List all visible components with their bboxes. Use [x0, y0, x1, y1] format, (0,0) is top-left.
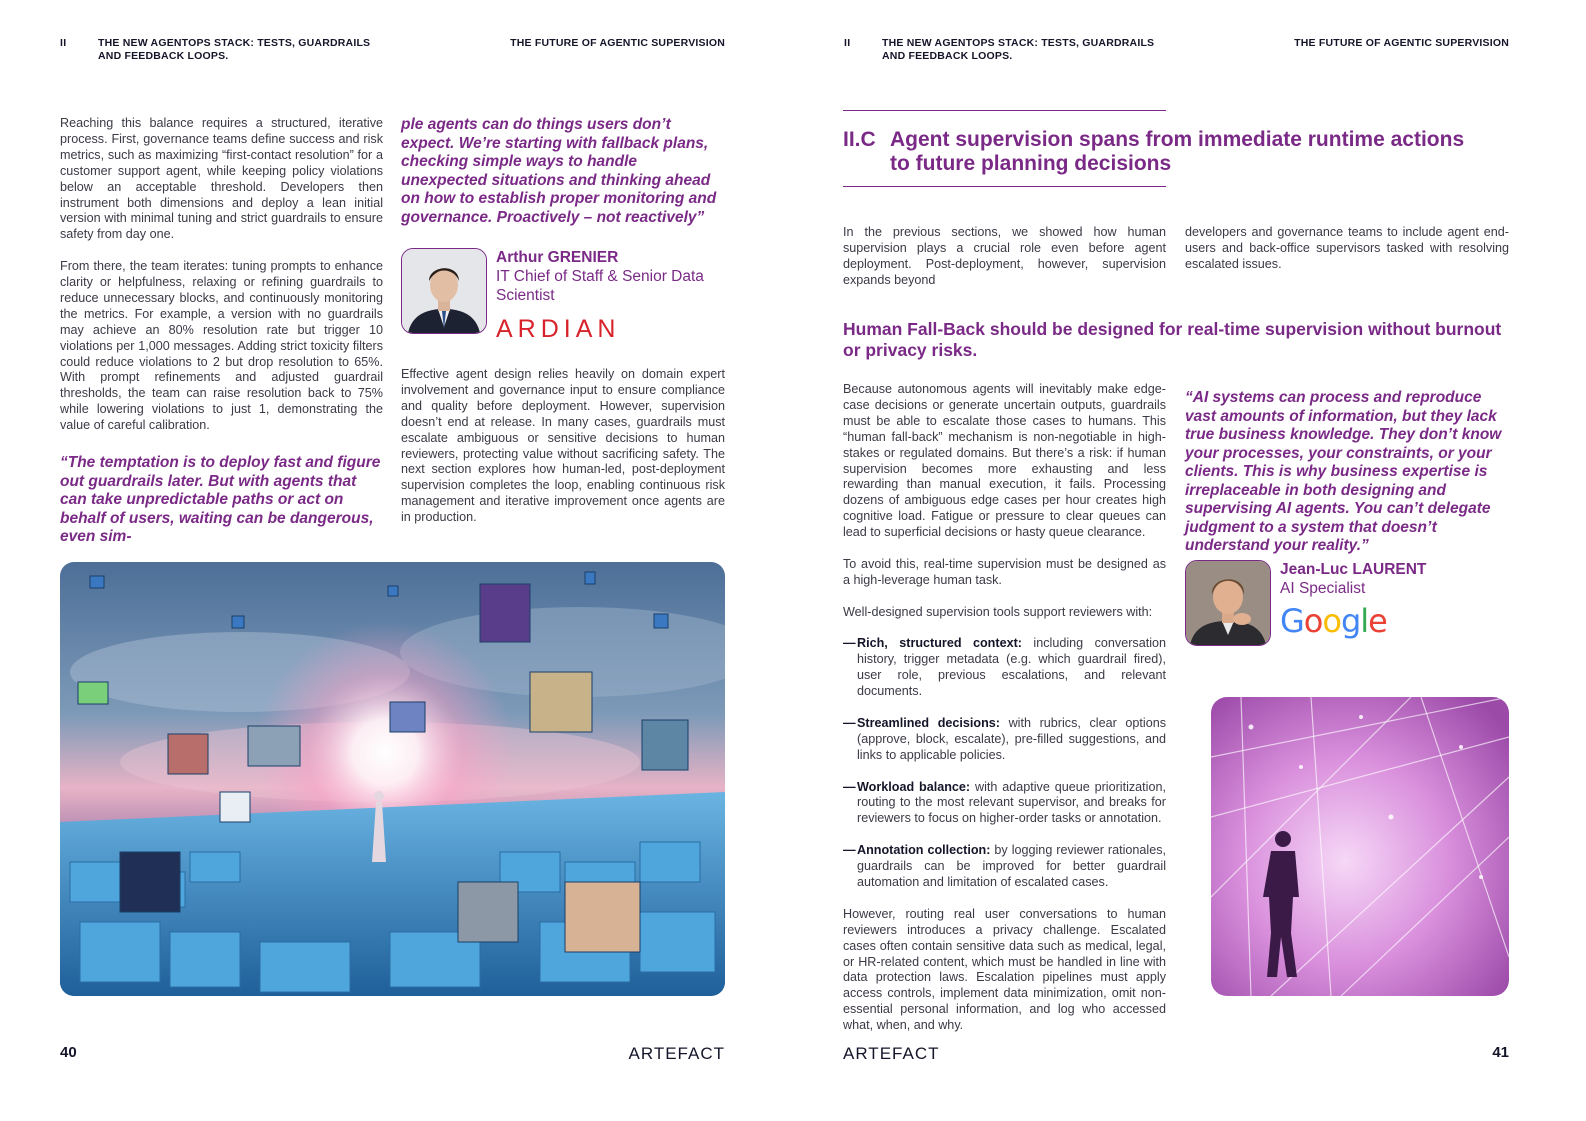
- pull-quote: “AI systems can process and reproduce vast amounts of information, but they lack true business knowledge. They don’t know your processes, your constraints, or your clients. This is why business expertise is irreplaceable in both designing and supervising AI agents. You can’t delegate judgment to a system that doesn’t understand your reality.”: [1185, 389, 1502, 554]
- intro-column-2: developers and governance teams to include agent end-users and back-office supervisors tasked with resolving escalated issues.: [1185, 225, 1509, 271]
- section-rule-bottom: [843, 186, 1166, 187]
- person-card-arthur-grenier: [496, 248, 726, 344]
- feature-text: with rubrics, clear options (approve, block, escalate), pre-filled suggestions, and links to applicable policies.: [857, 715, 1166, 762]
- dash-bullet: —: [843, 843, 856, 858]
- artefact-logo: ARTEFACT: [843, 1044, 940, 1063]
- dash-bullet: —: [843, 779, 856, 794]
- right-page: [793, 0, 1586, 1121]
- google-letter: o: [1303, 602, 1323, 640]
- person-name: Arthur GRENIER: [496, 249, 619, 266]
- section-number: II.C: [843, 128, 876, 151]
- google-letter: g: [1340, 602, 1361, 640]
- google-letter: o: [1322, 602, 1341, 640]
- right-column-1: [843, 382, 1166, 1050]
- pull-quote-part-1: “The temptation is to deploy fast and figure out guardrails later. But with agents that can take unpredictable paths or act on behalf of users, waiting can be dangerous, even sim-: [60, 454, 381, 546]
- portrait-jean-luc-laurent: [1185, 560, 1271, 646]
- paragraph: Well-designed supervision tools support reviewers with:: [843, 604, 1153, 619]
- feature-label: Workload balance:: [857, 779, 971, 794]
- portrait-arthur-grenier: [401, 248, 487, 334]
- google-letter: e: [1368, 602, 1387, 640]
- feature-label: Annotation collection:: [857, 843, 991, 858]
- header-section-number: II: [844, 37, 851, 49]
- page-number: 40: [60, 1044, 77, 1061]
- paragraph: Because autonomous agents will inevitably make edge-case decisions or generate uncertain outputs, guardrails must be able to escalate those cases to humans. This “human fall-back” mechanism is non-negotiable in high-stakes or regulated domains. But there’s a risk: if human supervision becomes more exhausting and less rewarding than manual execution, it fails. Processing dozens of ambiguous edge cases per hour creates high cognitive load. Fatigue or pressure to clear queues can lead to superficial decisions or hasty queue clearance.: [843, 382, 1166, 540]
- intro-column-1: In the previous sections, we showed how human supervision plays a crucial role even before agent deployment. Post-deployment, however, supervision expands beyond: [843, 225, 1166, 287]
- left-column-1: [60, 116, 383, 547]
- header-section-title: THE NEW AGENTOPS STACK: TESTS, GUARDRAILS AND FEEDBACK LOOPS.: [98, 37, 371, 62]
- dash-bullet: —: [843, 636, 856, 651]
- header-publication-title: THE FUTURE OF AGENTIC SUPERVISION: [1294, 37, 1509, 49]
- silhouette-walking-illustration: [1211, 697, 1509, 996]
- feature-text: including conversation history, trigger metadata (e.g. which guardrail fired), user role, previous escalations, and relevant documents.: [857, 636, 1166, 699]
- person-card-jean-luc-laurent: [1280, 560, 1510, 640]
- feature-item: [843, 780, 1166, 828]
- section-rule-top: [843, 110, 1166, 111]
- feature-item: [843, 636, 1166, 700]
- feature-item: [843, 843, 1166, 891]
- paragraph: To avoid this, real-time supervision must be designed as a high-leverage human task.: [843, 556, 1166, 587]
- feature-label: Streamlined decisions:: [857, 715, 1000, 730]
- feature-text: with adaptive queue prioritization, routing to the most relevant supervisor, and breaks for reviewers to focus on higher-order tasks or annotation.: [857, 779, 1166, 826]
- artefact-logo: ARTEFACT: [628, 1044, 725, 1063]
- subheading: Human Fall-Back should be designed for real-time supervision without burnout or privacy risks.: [843, 319, 1502, 360]
- person-role: IT Chief of Staff & Senior Data Scientist: [496, 268, 704, 304]
- section-title: Agent supervision spans from immediate runtime actions to future planning decisions: [890, 128, 1465, 175]
- paragraph: Reaching this balance requires a structured, iterative process. First, governance teams define success and risk metrics, such as maximizing “first-contact resolution” for a customer support agent, while keeping policy violations below an acceptable threshold. Developers then instrument both dimensions and deploy a lean initial version with minimal tuning and strict guardrails to ensure safety from day one.: [60, 116, 383, 242]
- google-logo: [1280, 602, 1510, 640]
- ardian-logo: ARDIAN: [496, 315, 621, 343]
- paragraph: From there, the team iterates: tuning prompts to enhance clarity or helpfulness, relaxing or refining guardrails to reduce unnecessary blocks, and continuously monitoring the metrics. For example, a version with no guardrails may achieve an 80% resolution rate but trigger 10 violations per 1,000 messages. Adding strict toxicity filters could reduce violations to 2 but drop resolution to 65%. With prompt refinements and adjusted guardrail thresholds, the team can raise resolution back to 75% while lowering violations to just 1, demonstrating the value of careful calibration.: [60, 259, 383, 433]
- google-letter: l: [1360, 602, 1369, 640]
- page-number: 41: [1492, 1044, 1509, 1061]
- paragraph: However, routing real user conversations to human reviewers introduces a privacy challenge. Escalated cases often contain sensitive data such as medical, legal, or HR-related content, which must be handled in line with data protection laws. Escalation pipelines must apply access controls, implement data minimization, omit non-essential personal information, and log who accessed what, when, and why.: [843, 906, 1166, 1033]
- person-role: AI Specialist: [1280, 580, 1366, 597]
- dash-bullet: —: [843, 715, 856, 730]
- feature-item: [843, 716, 1166, 764]
- feature-label: Rich, structured context:: [857, 636, 1022, 651]
- left-column-2-paragraph: Effective agent design relies heavily on domain expert involvement and governance input to ensure compliance and quality before deployment. However, supervision doesn’t end at release. In many cases, guardrails must escalate ambiguous or sensitive decisions to human reviewers, protecting value without sacrificing safety. The next section explores how human-led, post-deployment supervision completes the loop, enabling continuous risk management and iterative improvement once agents are in production.: [401, 367, 725, 525]
- feature-text: by logging reviewer rationales, guardrails can be improved for better guardrail automation and limitation of escalated cases.: [857, 843, 1166, 889]
- header-publication-title: THE FUTURE OF AGENTIC SUPERVISION: [510, 37, 725, 49]
- digital-cubes-illustration: [60, 562, 725, 996]
- header-section-number: II: [60, 37, 67, 49]
- header-section-title: THE NEW AGENTOPS STACK: TESTS, GUARDRAILS AND FEEDBACK LOOPS.: [882, 37, 1155, 62]
- google-letter: G: [1280, 602, 1304, 640]
- pull-quote-part-2: ple agents can do things users don’t expect. We’re starting with fallback plans, checking simple ways to handle unexpected situations and thinking ahead on how to establish proper monitoring and governance. Proactively – not reactively”: [401, 116, 717, 226]
- person-name: Jean-Luc LAURENT: [1280, 561, 1427, 578]
